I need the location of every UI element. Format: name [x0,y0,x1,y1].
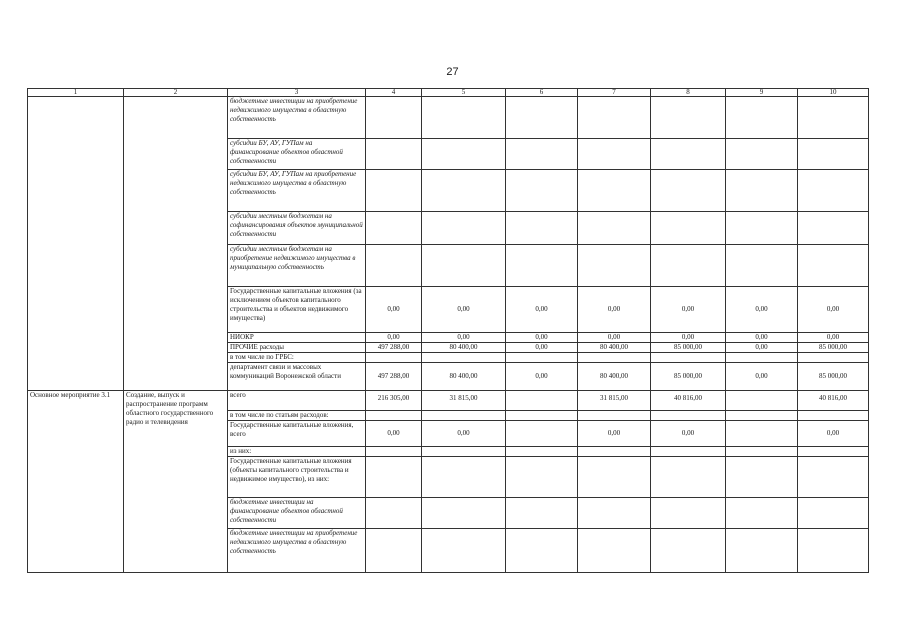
value-cell [578,212,651,245]
value-cell: 85 000,00 [798,363,869,391]
value-cell [366,245,422,287]
value-cell [366,498,422,529]
section-continuation [28,97,869,391]
row-label: бюджетные инвестиции на финансирование объектов областной собственности [228,498,366,529]
value-cell: 0,00 [798,287,869,333]
value-cell: 31 815,00 [578,391,651,411]
value-cell [422,170,506,212]
value-cell [726,457,798,498]
col-header: 9 [726,89,798,97]
value-cell [726,353,798,363]
value-cell [726,139,798,170]
col-header: 6 [506,89,578,97]
value-cell: 497 288,00 [366,343,422,353]
value-cell [651,411,726,421]
value-cell: 0,00 [366,421,422,447]
col-header: 3 [228,89,366,97]
value-cell [422,97,506,139]
value-cell [726,170,798,212]
value-cell: 0,00 [422,287,506,333]
value-cell [366,170,422,212]
value-cell: 0,00 [726,363,798,391]
value-cell [798,97,869,139]
value-cell [422,529,506,573]
value-cell: 0,00 [651,421,726,447]
value-cell [506,212,578,245]
col-header: 8 [651,89,726,97]
row-label: субсидии БУ, АУ, ГУПам на финансирование объектов областной собственности [228,139,366,170]
value-cell: 0,00 [651,287,726,333]
value-cell: 0,00 [578,421,651,447]
row-label: ПРОЧИЕ расходы [228,343,366,353]
value-cell: 0,00 [422,333,506,343]
value-cell [422,457,506,498]
value-cell [422,139,506,170]
value-cell [798,139,869,170]
value-cell: 0,00 [366,333,422,343]
col-header: 1 [28,89,124,97]
value-cell [366,411,422,421]
value-cell [578,170,651,212]
row-label: Государственные капитальные вложения, всего [228,421,366,447]
col-header: 4 [366,89,422,97]
value-cell [366,97,422,139]
value-cell [366,457,422,498]
value-cell [506,97,578,139]
value-cell [651,139,726,170]
budget-table [27,88,869,573]
value-cell: 0,00 [651,333,726,343]
value-cell: 0,00 [726,343,798,353]
value-cell: 0,00 [422,421,506,447]
value-cell [506,529,578,573]
value-cell: 0,00 [578,333,651,343]
value-cell: 0,00 [366,287,422,333]
value-cell [651,170,726,212]
value-cell: 216 305,00 [366,391,422,411]
value-cell [578,447,651,457]
value-cell: 0,00 [506,363,578,391]
value-cell [798,411,869,421]
value-cell: 40 816,00 [651,391,726,411]
value-cell [578,139,651,170]
value-cell [726,411,798,421]
row-label: департамент связи и массовых коммуникаций Воронежской области [228,363,366,391]
col-header: 5 [422,89,506,97]
value-cell [651,212,726,245]
value-cell [506,353,578,363]
row-label: в том числе по ГРБС: [228,353,366,363]
value-cell: 85 000,00 [798,343,869,353]
value-cell [366,447,422,457]
table-row [28,391,869,411]
event-description-cell: Создание, выпуск и распространение программ областного государственного радио и телевидения [124,391,228,573]
value-cell: 80 400,00 [422,363,506,391]
value-cell [798,353,869,363]
value-cell [422,447,506,457]
value-cell [651,498,726,529]
row-label: Государственные капитальные вложения (объекты капитального строительства и недвижимое имущество), из них: [228,457,366,498]
value-cell [578,498,651,529]
col-header: 2 [124,89,228,97]
value-cell [506,139,578,170]
value-cell: 497 288,00 [366,363,422,391]
value-cell: 85 000,00 [651,343,726,353]
row-label: НИОКР [228,333,366,343]
value-cell: 31 815,00 [422,391,506,411]
value-cell [798,170,869,212]
value-cell [578,97,651,139]
value-cell [651,97,726,139]
row-label: Государственные капитальные вложения (за исключением объектов капитального строительства и объектов недвижимого имущества) [228,287,366,333]
value-cell [506,421,578,447]
value-cell [366,529,422,573]
value-cell: 80 400,00 [422,343,506,353]
value-cell [578,353,651,363]
section-event-3-1 [28,391,869,573]
value-cell [578,411,651,421]
value-cell: 0,00 [506,333,578,343]
value-cell [506,411,578,421]
value-cell [422,353,506,363]
value-cell: 80 400,00 [578,363,651,391]
row-label: субсидии местным бюджетам на приобретение недвижимого имущества в муниципальную собственность [228,245,366,287]
value-cell: 0,00 [726,287,798,333]
value-cell [578,457,651,498]
value-cell [578,529,651,573]
value-cell [366,212,422,245]
value-cell [798,457,869,498]
value-cell [651,245,726,287]
row-label: всего [228,391,366,411]
value-cell [726,529,798,573]
value-cell [506,447,578,457]
value-cell [798,447,869,457]
value-cell [422,498,506,529]
table-row [28,97,869,139]
value-cell: 0,00 [726,333,798,343]
value-cell [506,391,578,411]
value-cell [726,212,798,245]
value-cell: 0,00 [506,343,578,353]
value-cell: 0,00 [798,333,869,343]
value-cell [578,245,651,287]
value-cell [422,245,506,287]
value-cell: 0,00 [578,287,651,333]
col-header: 10 [798,89,869,97]
row-label: субсидии местным бюджетам на софинансирования объектов муниципальной собственности [228,212,366,245]
value-cell [506,457,578,498]
row-label: в том числе по статьям расходов: [228,411,366,421]
value-cell [798,245,869,287]
value-cell [422,411,506,421]
page-number: 27 [446,66,459,78]
row-label: бюджетные инвестиции на приобретение недвижимого имущества в областную собственность [228,97,366,139]
value-cell [506,245,578,287]
value-cell [726,421,798,447]
value-cell [726,97,798,139]
event-name-cell: Основное мероприятие 3.1 [28,391,124,573]
value-cell [366,353,422,363]
value-cell: 85 000,00 [651,363,726,391]
value-cell [726,498,798,529]
value-cell [798,498,869,529]
row-label: субсидии БУ, АУ, ГУПам на приобретение недвижимого имущества в областную собственность [228,170,366,212]
value-cell: 40 816,00 [798,391,869,411]
row-label: бюджетные инвестиции на приобретение недвижимого имущества в областную собственность [228,529,366,573]
value-cell [726,391,798,411]
value-cell [726,447,798,457]
row-label: из них: [228,447,366,457]
value-cell [798,529,869,573]
header-row [28,89,869,97]
empty-cell-col2 [124,97,228,391]
col-header: 7 [578,89,651,97]
value-cell [798,212,869,245]
empty-cell-col1 [28,97,124,391]
value-cell [651,447,726,457]
value-cell [506,170,578,212]
value-cell [366,139,422,170]
value-cell [651,529,726,573]
value-cell [422,212,506,245]
value-cell: 0,00 [506,287,578,333]
value-cell [726,245,798,287]
value-cell [506,498,578,529]
value-cell: 80 400,00 [578,343,651,353]
value-cell [651,457,726,498]
value-cell: 0,00 [798,421,869,447]
value-cell [651,353,726,363]
